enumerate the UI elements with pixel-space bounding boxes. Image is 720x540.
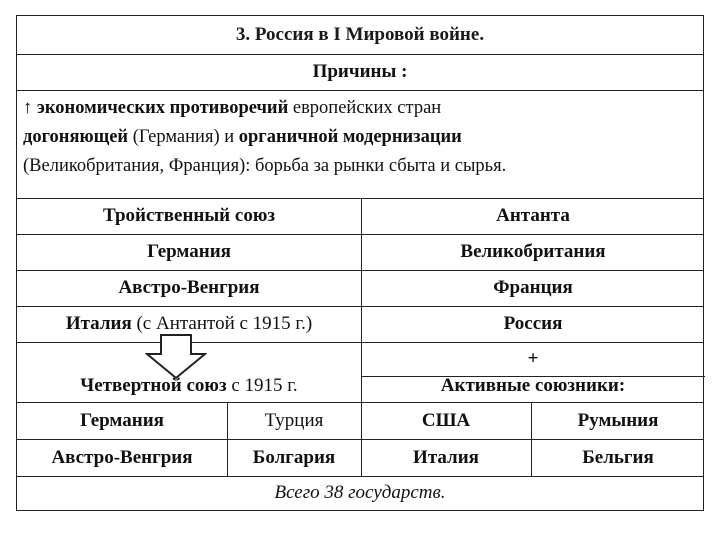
entente-member-france: Франция [493,277,573,298]
active-allies-header: Активные союзники: [440,375,626,396]
causes-line-3: (Великобритания, Франция): борьба за рынки сбыта и сырья. [23,156,507,176]
divider [17,90,703,91]
quadruple-header-bold: Четвертной союз [80,375,227,396]
ally-usa: США [421,409,471,431]
quadruple-member-germany: Германия [80,409,164,431]
plus-sign: + [527,348,539,369]
triple-member-germany: Германия [147,241,231,262]
quadruple-member-turkey: Турция [264,409,324,431]
italy-note: (с Антантой с 1915 г.) [131,313,313,334]
causes-text-1: европейских стран [288,98,442,118]
entente-header: Антанта [496,205,570,226]
quadruple-alliance-header [17,368,361,404]
causes-text-2: (Германия) и [128,127,239,147]
causes-bold-1: экономических противоречий [36,98,289,118]
causes-line-2 [23,123,699,152]
quadruple-member-austria: Австро-Венгрия [51,446,193,468]
entente-member-gb: Великобритания [460,241,606,262]
page-title: 3. Россия в I Мировой войне. [235,24,485,45]
up-arrow-icon: ↑ [23,98,33,118]
footer-total: Всего 38 государств. [274,482,446,503]
causes-text [23,94,699,181]
causes-bold-3: органичной модернизации [238,127,462,147]
ally-romania: Румыния [577,409,659,431]
causes-line-1 [23,94,699,123]
quadruple-member-bulgaria: Болгария [252,446,336,468]
causes-header: Причины : [312,61,408,82]
entente-member-russia: Россия [503,313,563,334]
triple-alliance-header: Тройственный союз [103,205,275,226]
quadruple-header-rest: с 1915 г. [226,375,298,396]
triple-member-austria: Австро-Венгрия [118,277,260,298]
table-frame [16,15,704,511]
ally-belgium: Бельгия [582,446,654,468]
ally-italy: Италия [413,446,479,468]
causes-bold-2: догоняющей [23,127,129,147]
italy-label: Италия [65,313,132,334]
